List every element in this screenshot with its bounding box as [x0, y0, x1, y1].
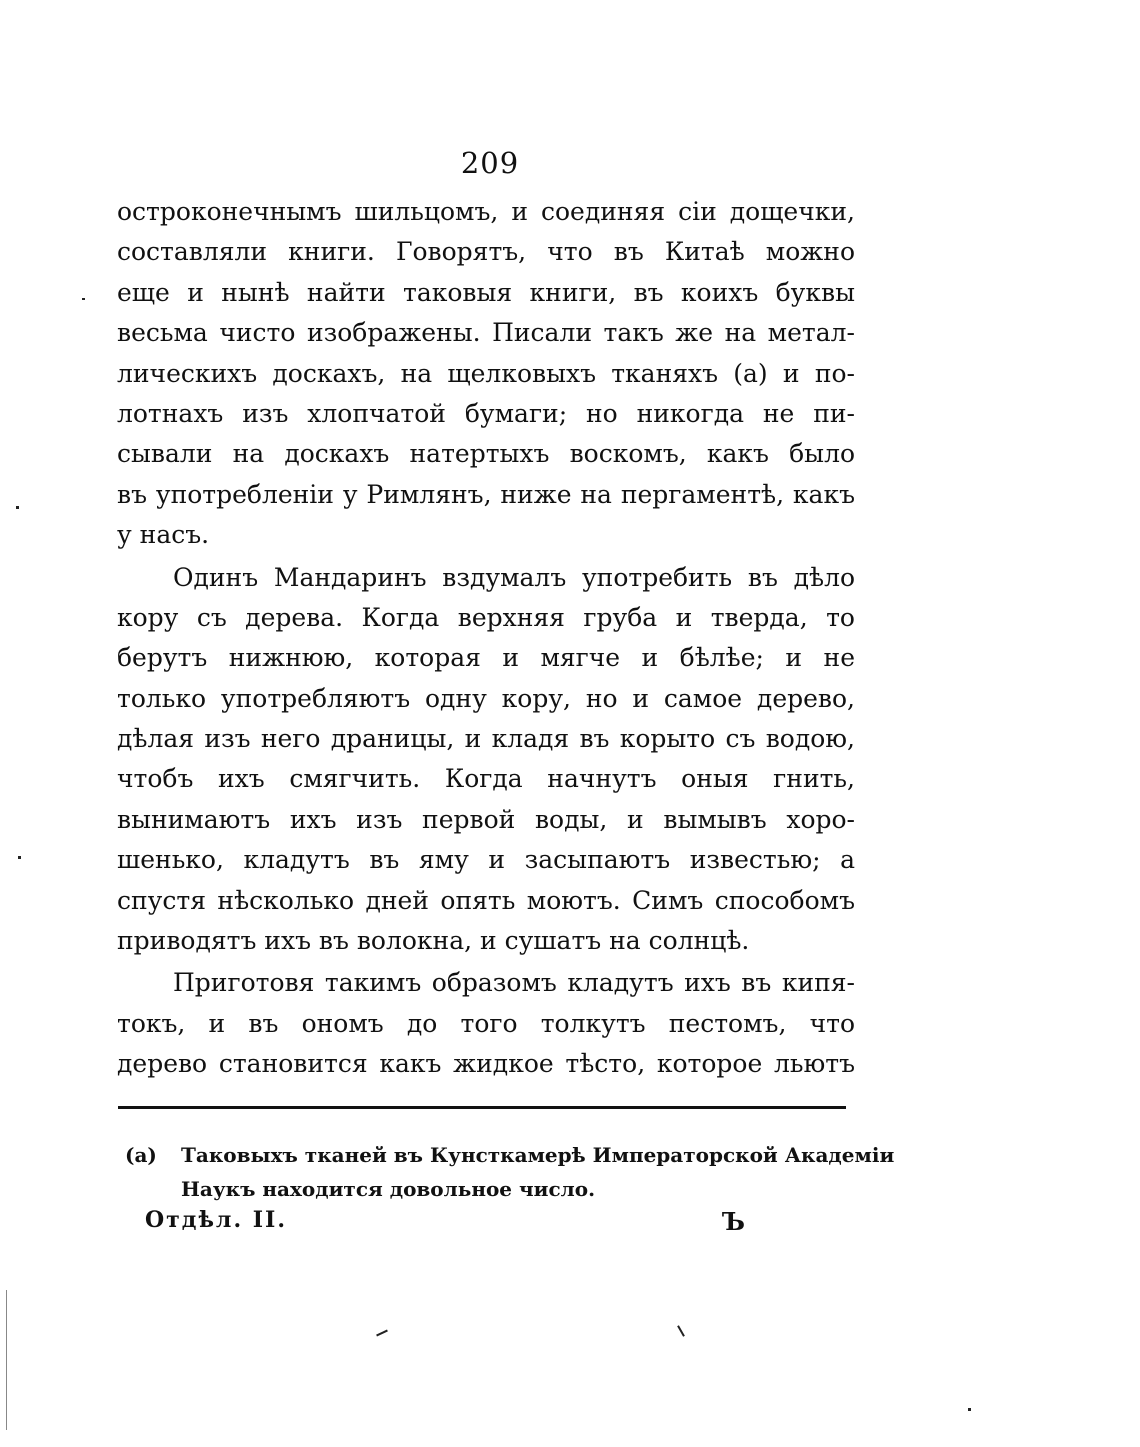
text-line: спустя нѣсколько дней опять моютъ. Симъ способомъ — [117, 885, 855, 915]
page-number: 209 — [460, 146, 520, 180]
scan-edge — [6, 1290, 7, 1430]
text-line: весьма чисто изображены. Писали такъ же на метал- — [117, 318, 855, 348]
text-line: сывали на доскахъ натертыхъ воскомъ, какъ было — [117, 439, 855, 469]
footnote-line — [125, 1138, 895, 1172]
footnote-line: Наукъ находится довольное число. — [181, 1177, 596, 1201]
footnote-marker: (a) — [125, 1143, 157, 1167]
text-line: Одинъ Мандаринъ вздумалъ употребить въ дѣло — [173, 562, 855, 592]
scan-speck — [968, 1408, 971, 1411]
signature-mark: Ъ — [722, 1207, 745, 1236]
text-line: шенько, кладутъ въ яму и засыпаютъ известью; а — [117, 845, 855, 875]
text-line: лотнахъ изъ хлопчатой бумаги; но никогда не пи- — [117, 398, 855, 428]
text-line: дерево становится какъ жидкое тѣсто, которое льютъ — [117, 1049, 855, 1079]
footnote-rule — [118, 1106, 846, 1109]
scan-speck — [82, 298, 85, 300]
text-line: только употребляютъ одну кору, но и самое дерево, — [117, 683, 855, 713]
text-line: лическихъ доскахъ, на щелковыхъ тканяхъ (a) и по- — [117, 358, 855, 388]
footnote-text: Таковыхъ тканей въ Кунсткамерѣ Императорской Академіи — [181, 1143, 895, 1167]
text-line: чтобъ ихъ смягчить. Когда начнутъ оныя гнить, — [117, 764, 855, 794]
paragraph — [117, 963, 855, 1084]
text-line: еще и нынѣ найти таковыя книги, въ коихъ буквы — [117, 277, 855, 307]
footnote — [125, 1138, 895, 1206]
text-line: токъ, и въ ономъ до того толкутъ пестомъ, что — [117, 1008, 855, 1038]
text-line: кору съ дерева. Когда верхняя груба и тверда, то — [117, 602, 855, 632]
text-line: составляли книги. Говорятъ, что въ Китаѣ можно — [117, 237, 855, 267]
text-line: вынимаютъ ихъ изъ первой воды, и вымывъ хоро- — [117, 804, 855, 834]
text-line: дѣлая изъ него драницы, и кладя въ корыто съ водою, — [117, 724, 855, 754]
signature: Отдѣл. II. — [145, 1207, 287, 1233]
scan-speck — [376, 1330, 388, 1337]
paragraph — [117, 192, 855, 556]
scan-speck — [16, 506, 19, 509]
text-line: въ употребленіи у Римлянъ, ниже на пергаментѣ, какъ — [117, 479, 855, 509]
text-line: остроконечнымъ шильцомъ, и соединяя сіи дощечки, — [117, 197, 855, 226]
scan-speck — [18, 856, 21, 859]
paragraph — [117, 558, 855, 962]
text-line: приводятъ ихъ въ волокна, и сушатъ на солнцѣ. — [117, 926, 750, 956]
text-line: берутъ нижнюю, которая и мягче и бѣлѣе; и не — [117, 643, 855, 673]
text-line: Приготовя такимъ образомъ кладутъ ихъ въ кипя- — [173, 968, 855, 998]
text-line: у насъ. — [117, 520, 210, 550]
body-text — [117, 192, 855, 1085]
scan-speck — [677, 1325, 685, 1336]
